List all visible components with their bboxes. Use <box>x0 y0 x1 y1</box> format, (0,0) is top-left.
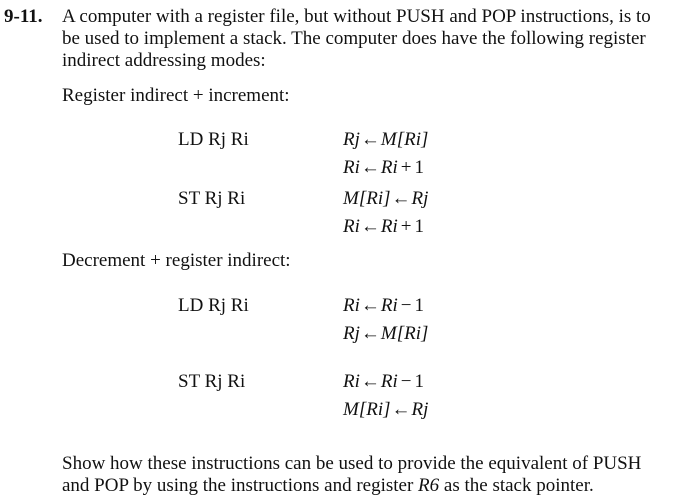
rtl-dest: Ri <box>343 157 360 178</box>
rtl-st-decrement-2 <box>343 399 428 421</box>
rtl-dest: Ri <box>343 371 360 392</box>
rtl-dest: Ri <box>343 295 360 316</box>
rtl-number: 1 <box>414 216 424 237</box>
rtl-ld-increment-1 <box>343 129 428 151</box>
rtl-dest: Rj <box>343 323 360 344</box>
instruction-ld-decrement: LD Rj Ri <box>178 295 249 316</box>
rtl-ld-decrement-2 <box>343 323 428 345</box>
rtl-dest: M[Ri] <box>343 188 391 209</box>
section-heading-decrement: Decrement + register indirect: <box>62 250 291 271</box>
rtl-src: Rj <box>411 188 429 209</box>
rtl-operator: + <box>400 216 412 237</box>
left-arrow-icon: ← <box>391 399 411 420</box>
question-line-2 <box>62 475 698 497</box>
instruction-ld-increment: LD Rj Ri <box>178 129 249 150</box>
stack-pointer-register: R6 <box>418 475 440 496</box>
intro-line-1: A computer with a register file, but without PUSH and POP instructions, is to <box>62 6 651 27</box>
left-arrow-icon: ← <box>391 188 411 209</box>
rtl-dest: M[Ri] <box>343 399 391 420</box>
rtl-st-decrement-1 <box>343 371 424 393</box>
rtl-operator: + <box>400 157 412 178</box>
problem-number: 9-11. <box>4 6 43 27</box>
rtl-src: Rj <box>411 399 429 420</box>
rtl-src: Ri <box>380 295 398 316</box>
rtl-dest: Ri <box>343 216 360 237</box>
rtl-ld-increment-2 <box>343 157 424 179</box>
rtl-src: Ri <box>380 371 398 392</box>
problem-intro <box>62 6 698 72</box>
instruction-st-increment: ST Rj Ri <box>178 188 246 209</box>
rtl-src: M[Ri] <box>380 323 429 344</box>
rtl-st-increment-2 <box>343 216 424 238</box>
left-arrow-icon: ← <box>360 371 380 392</box>
rtl-src: Ri <box>380 216 398 237</box>
rtl-ld-decrement-1 <box>343 295 424 317</box>
rtl-operator: − <box>400 371 412 392</box>
left-arrow-icon: ← <box>360 323 380 344</box>
rtl-src: Ri <box>380 157 398 178</box>
rtl-src: M[Ri] <box>380 129 429 150</box>
question-line-2-pre: and POP by using the instructions and register <box>62 475 419 496</box>
left-arrow-icon: ← <box>360 129 380 150</box>
section-heading-increment: Register indirect + increment: <box>62 85 290 106</box>
intro-line-2: be used to implement a stack. The computer does have the following register <box>62 28 646 49</box>
rtl-operator: − <box>400 295 412 316</box>
left-arrow-icon: ← <box>360 157 380 178</box>
rtl-st-increment-1 <box>343 188 428 210</box>
left-arrow-icon: ← <box>360 216 380 237</box>
instruction-st-decrement: ST Rj Ri <box>178 371 246 392</box>
rtl-number: 1 <box>414 295 424 316</box>
question-line-2-post: as the stack pointer. <box>439 475 594 496</box>
problem-question <box>62 453 698 497</box>
rtl-number: 1 <box>414 157 424 178</box>
left-arrow-icon: ← <box>360 295 380 316</box>
question-line-1: Show how these instructions can be used to provide the equivalent of PUSH <box>62 453 642 474</box>
rtl-dest: Rj <box>343 129 360 150</box>
intro-line-3: indirect addressing modes: <box>62 50 266 71</box>
rtl-number: 1 <box>414 371 424 392</box>
